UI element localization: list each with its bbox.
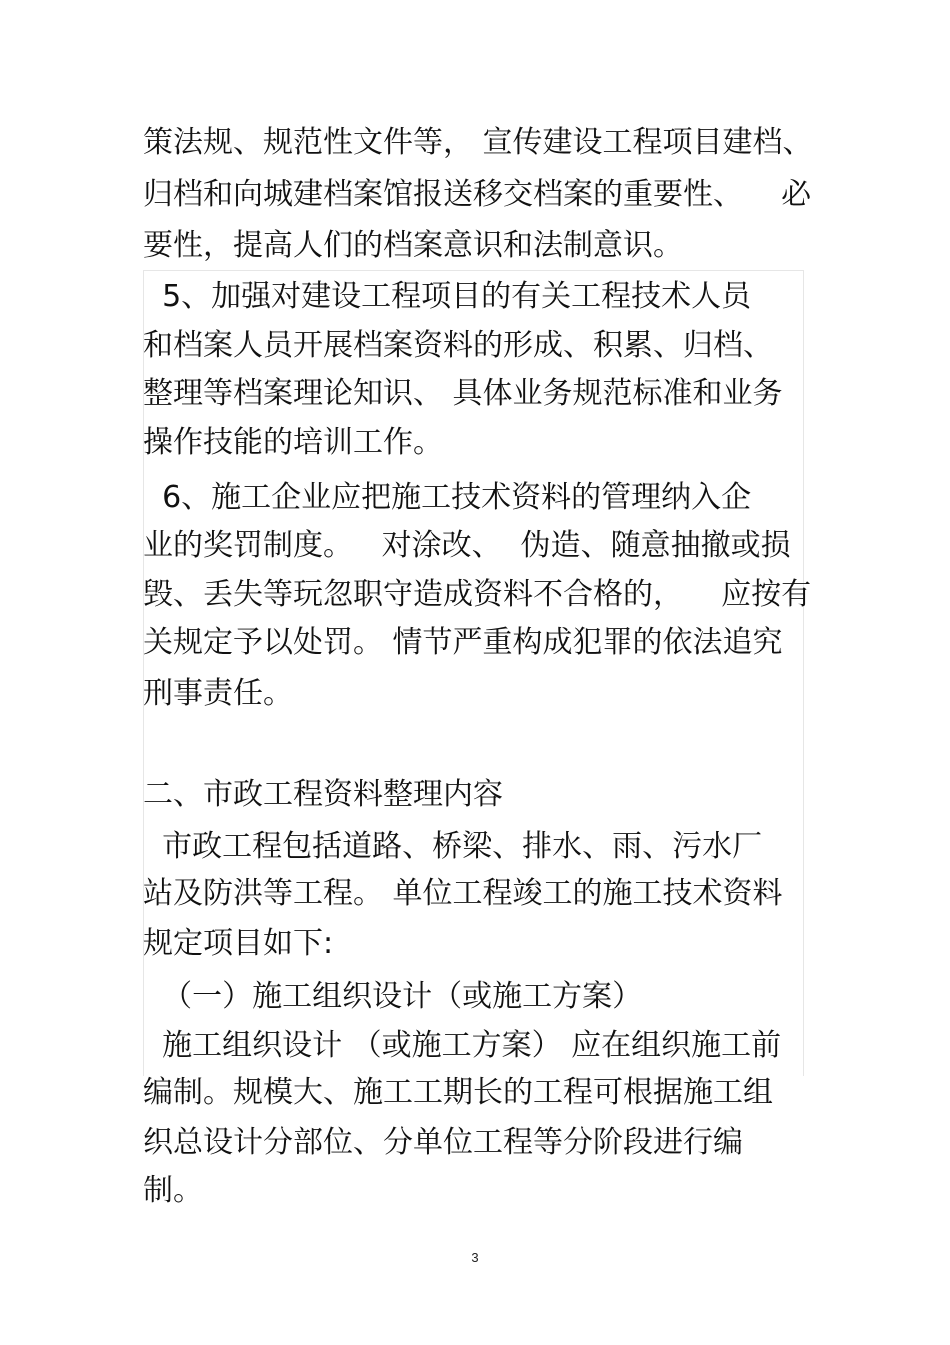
text-line: 6、施工企业应把施工技术资料的管理纳入企 — [143, 480, 752, 515]
section-heading: 二、市政工程资料整理内容 — [143, 777, 503, 812]
text-line: 操作技能的培训工作。 — [143, 425, 443, 460]
text-line: 关规定予以处罚。 情节严重构成犯罪的依法追究 — [143, 625, 783, 660]
text-line: 5、加强对建设工程项目的有关工程技术人员 — [143, 279, 752, 314]
text-line: 刑事责任。 — [143, 676, 293, 711]
text-line: 规定项目如下: — [143, 926, 334, 961]
text-line: 策法规、规范性文件等， 宣传建设工程项目建档、 — [143, 125, 813, 160]
text-line: 施工组织设计 （或施工方案） 应在组织施工前 — [143, 1028, 782, 1063]
text-line: 毁、丢失等玩忽职守造成资料不合格的， 应按有 — [143, 577, 812, 612]
text-line: 织总设计分部位、分单位工程等分阶段进行编 — [143, 1125, 743, 1160]
text-line: 编制。规模大、施工工期长的工程可根据施工组 — [143, 1075, 773, 1110]
text-line: 站及防洪等工程。 单位工程竣工的施工技术资料 — [143, 876, 783, 911]
text-line: 制。 — [143, 1173, 203, 1208]
page-number: 3 — [471, 1250, 479, 1265]
text-line: 和档案人员开展档案资料的形成、积累、归档、 — [143, 328, 773, 363]
text-line: 要性，提高人们的档案意识和法制意识。 — [143, 228, 683, 263]
subsection-heading: （一）施工组织设计（或施工方案） — [143, 979, 643, 1014]
text-line: 业的奖罚制度。 对涂改、 伪造、随意抽撤或损 — [143, 528, 791, 563]
text-line: 整理等档案理论知识、 具体业务规范标准和业务 — [143, 376, 783, 411]
text-line: 归档和向城建档案馆报送移交档案的重要性、 必 — [143, 177, 812, 212]
text-line: 市政工程包括道路、桥梁、排水、雨、污水厂 — [143, 829, 763, 864]
